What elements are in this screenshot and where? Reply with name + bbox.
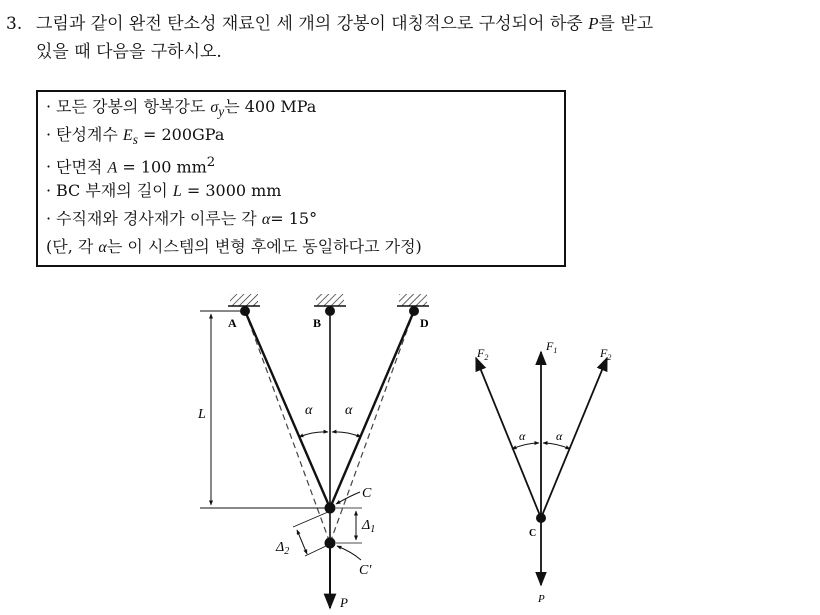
leader-c-prime — [337, 546, 361, 560]
load-symbol: P — [588, 14, 599, 33]
support-a-hatch — [230, 294, 258, 306]
label-delta2: $\Delta_2$ — [276, 540, 290, 557]
joint-c-prime — [325, 538, 336, 549]
fbd-angle-arc-right — [543, 443, 570, 449]
pin-b — [325, 306, 335, 316]
force-f2-right — [541, 358, 607, 518]
label-alpha-left: α — [305, 403, 313, 418]
figure-1 — [197, 294, 429, 610]
joint-c — [325, 503, 336, 514]
label-l: L — [198, 407, 206, 422]
angle-arc-right — [332, 432, 361, 437]
label-d: D — [420, 316, 429, 330]
bullet-icon: · — [46, 157, 52, 177]
label-c-prime: C′ — [359, 563, 372, 578]
support-d-hatch — [399, 294, 427, 306]
bullet-icon: · — [46, 181, 52, 200]
fbd-label-alpha-right: α — [556, 429, 563, 443]
given-assumption: (단, 각 α는 이 시스템의 변형 후에도 동일하다고 가정) — [46, 237, 422, 256]
dim-delta2-line — [297, 530, 307, 554]
figure-2-free-body — [476, 339, 611, 605]
problem-number: 3. — [6, 14, 23, 34]
given-yield-strength: · 모든 강봉의 항복강도 $\sigma_y$는 400 MPa — [46, 93, 556, 121]
bar-dc — [330, 311, 414, 508]
fbd-label-alpha-left: α — [519, 429, 526, 443]
label-b: B — [313, 316, 322, 330]
label-a: A — [228, 316, 237, 330]
fbd-label-c: C — [529, 528, 537, 539]
bullet-icon: · — [46, 209, 52, 228]
fbd-angle-arc-left — [512, 443, 539, 449]
dim-delta2-ext — [293, 512, 328, 527]
bar-ac — [245, 311, 330, 508]
bullet-icon: · — [46, 97, 52, 116]
dim-delta2-ext2 — [305, 546, 326, 556]
label-f2-left: $F_2$ — [477, 346, 489, 362]
joint-c-fbd — [536, 513, 546, 523]
given-length: · BC 부재의 길이 L = 3000 mm — [46, 177, 556, 205]
label-delta1: $\Delta_1$ — [362, 518, 376, 535]
label-p: P — [340, 595, 348, 610]
label-f2-right: $F_2$ — [600, 346, 612, 362]
label-f1: $F_1$ — [546, 339, 558, 355]
support-b-hatch — [316, 294, 344, 306]
pin-a — [240, 306, 250, 316]
problem-text-b: 를 받고 — [598, 14, 654, 34]
problem-text-a: 그림과 같이 완전 탄소성 재료인 세 개의 강봉이 대칭적으로 구성되어 하중 — [36, 14, 589, 34]
label-alpha-right: α — [345, 403, 353, 418]
fbd-label-p: P — [538, 593, 545, 605]
pin-d — [409, 306, 419, 316]
angle-arc-left — [299, 432, 328, 437]
given-area: · 단면적 A = 100 $mm^2$ — [46, 149, 556, 177]
label-c: C — [362, 486, 372, 501]
given-angle: · 수직재와 경사재가 이루는 각 α= 15° — [46, 205, 556, 233]
force-f2-left — [476, 358, 541, 518]
problem-line-2: 있을 때 다음을 구하시오. — [36, 42, 222, 62]
bullet-icon: · — [46, 125, 52, 144]
given-elastic-modulus: · 탄성계수 $E_s = 200GPa$ — [46, 121, 556, 149]
